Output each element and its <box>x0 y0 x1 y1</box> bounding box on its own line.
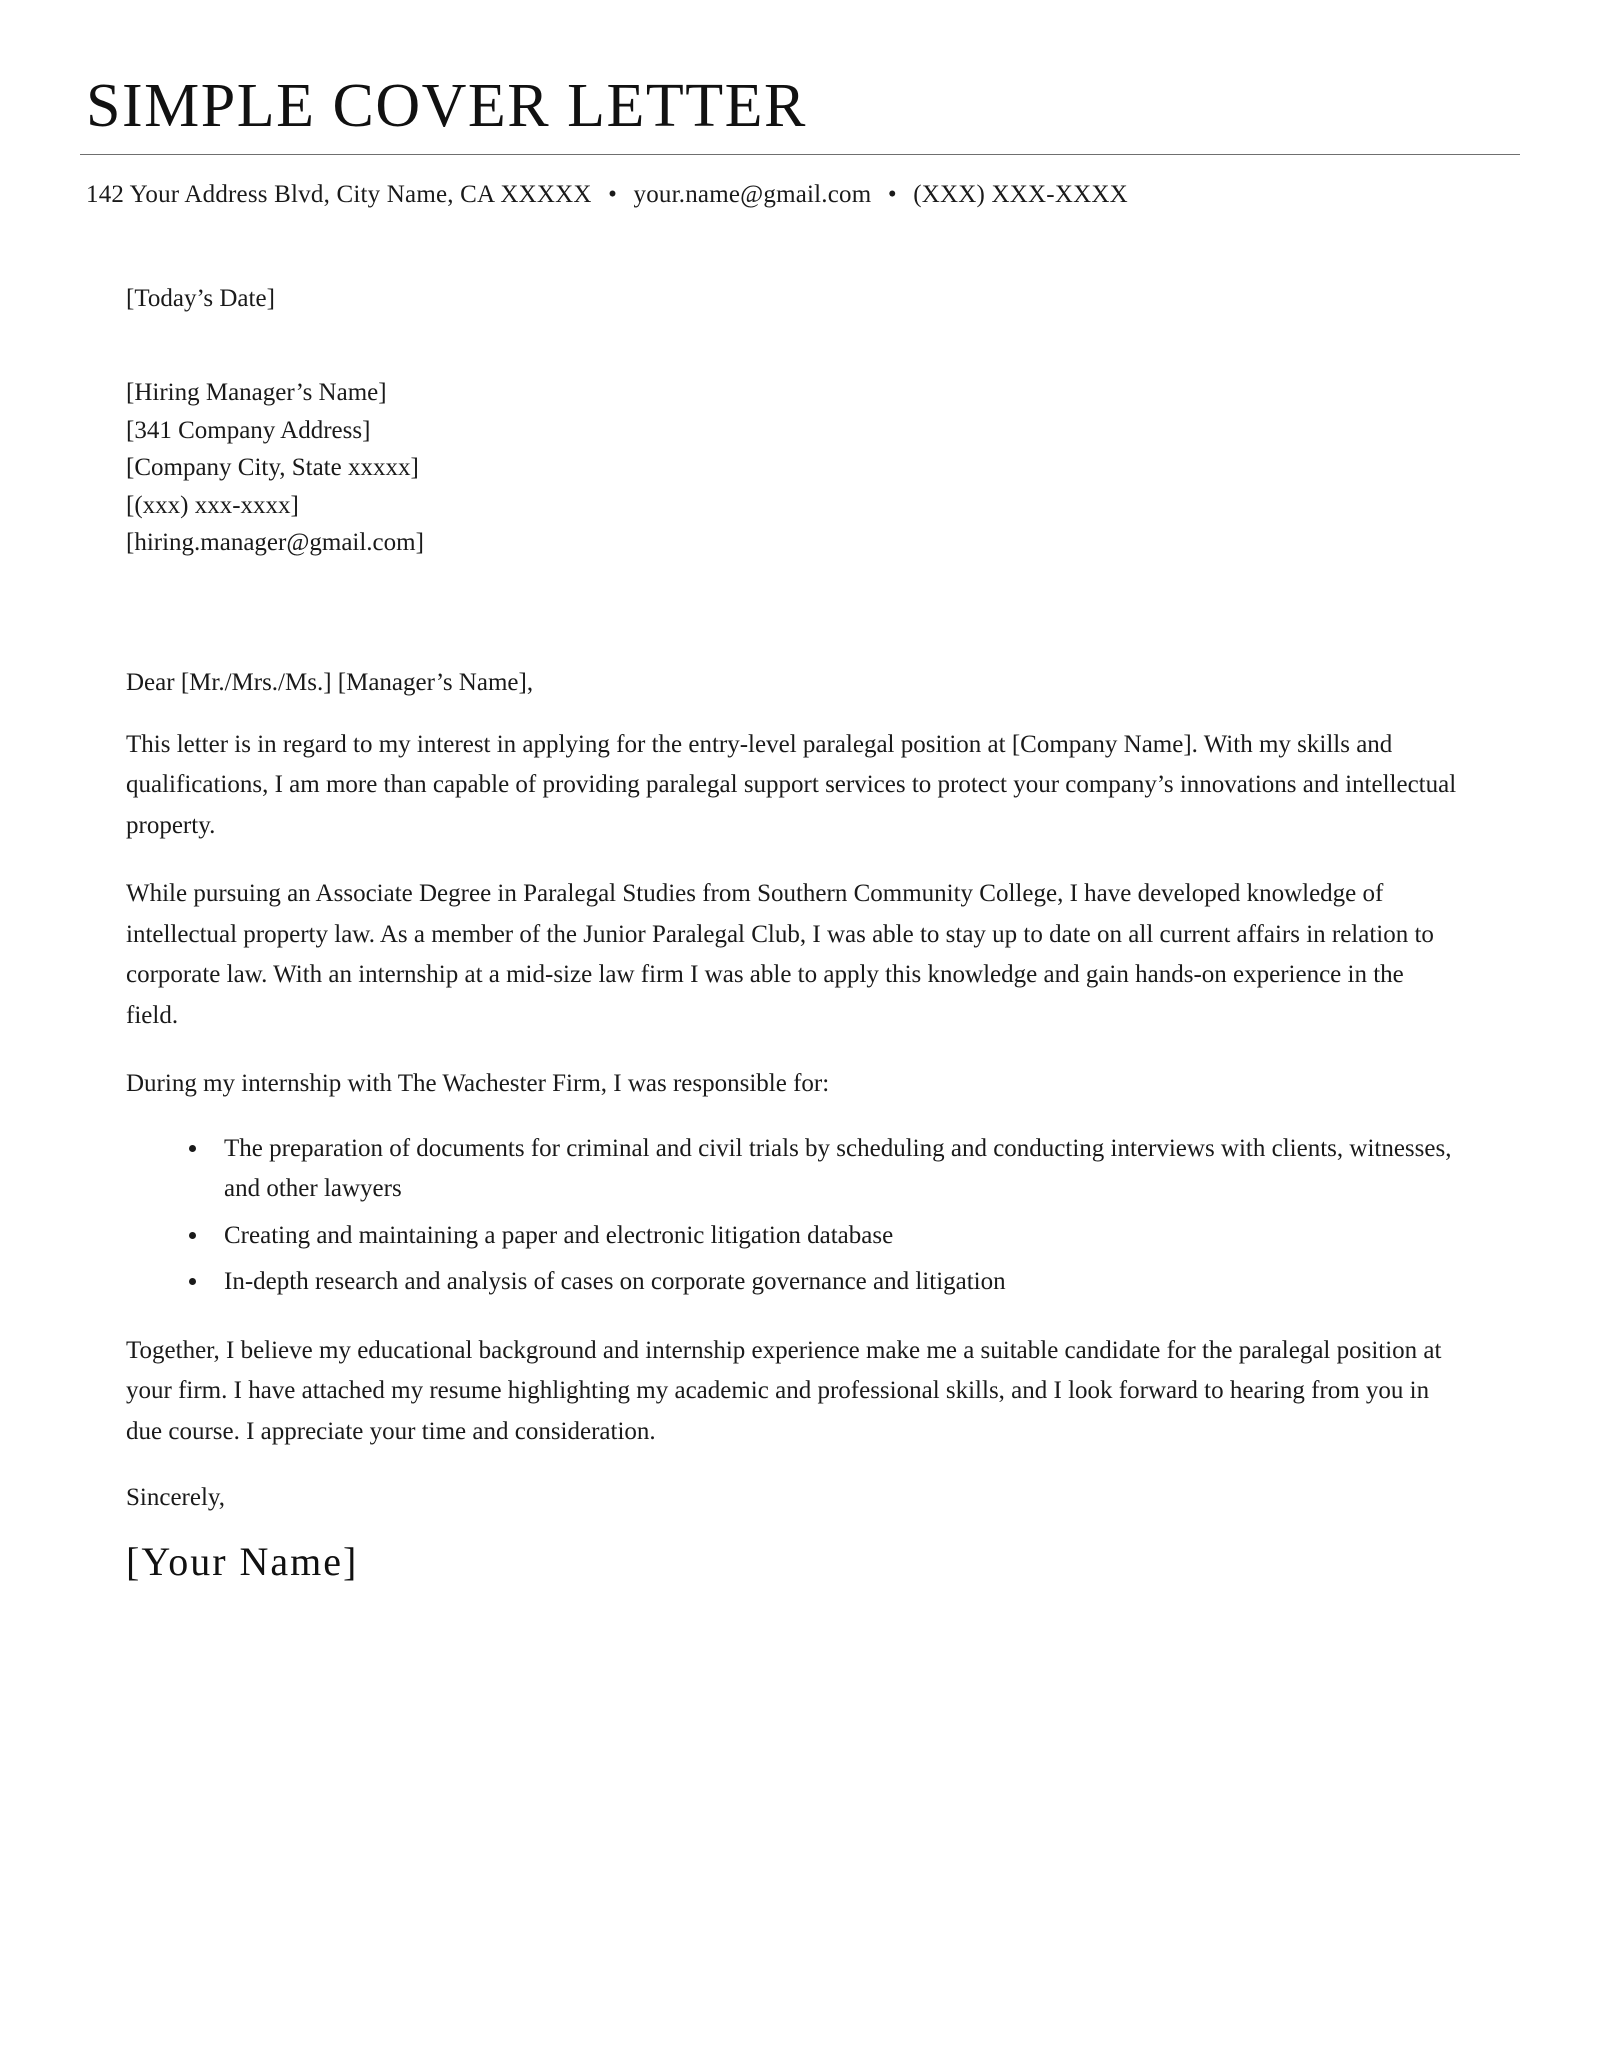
recipient-line: [(xxx) xxx-xxxx] <box>126 491 299 519</box>
responsibilities-list <box>126 1129 1460 1303</box>
recipient-block <box>126 375 1460 561</box>
closing-paragraph: Together, I believe my educational background and internship experience make me a suitable candidate for the paralegal position at your firm. I have attached my resume highlighting my academic and professional skills, and I look forward to hearing from you in due course. I appreciate your time and consideration. <box>126 1336 1442 1445</box>
contact-phone: (XXX) XXX-XXXX <box>913 181 1128 209</box>
contact-line <box>86 181 1520 209</box>
body-paragraph-2: While pursuing an Associate Degree in Paralegal Studies from Southern Community College, I have developed knowledge of intellectual property law. As a member of the Junior Paralegal Club, I was able to stay up to date on all current affairs in relation to corporate law. With an internship at a mid-size law firm I was able to apply this knowledge and gain hands-on experience in the field. <box>126 880 1434 1029</box>
title-divider <box>80 154 1520 155</box>
contact-separator-2: • <box>887 181 897 209</box>
body-paragraph-1: This letter is in regard to my interest in applying for the entry-level paralegal position at [Company Name]. With my skills and qualifications, I am more than capable of providing paralegal support services to protect your company’s innovations and intellectual property. <box>126 730 1457 839</box>
sign-off: Sincerely, <box>126 1484 226 1512</box>
list-item: • The preparation of documents for criminal and civil trials by scheduling and conducting interviews with clients, witnesses, and other lawyers <box>210 1129 1460 1210</box>
contact-separator-1: • <box>608 181 618 209</box>
list-item: • Creating and maintaining a paper and electronic litigation database <box>210 1216 1460 1257</box>
contact-address: 142 Your Address Blvd, City Name, CA XXXXX <box>86 181 592 209</box>
recipient-line: [Company City, State xxxxx] <box>126 454 419 482</box>
letter-body <box>126 285 1520 1585</box>
page-title: SIMPLE COVER LETTER <box>86 72 807 140</box>
recipient-line: [Hiring Manager’s Name] <box>126 379 387 407</box>
body-paragraph-3: During my internship with The Wachester Firm, I was responsible for: <box>126 1070 830 1098</box>
date-line: [Today’s Date] <box>126 285 275 313</box>
salutation: Dear [Mr./Mrs./Ms.] [Manager’s Name], <box>126 668 534 696</box>
signature-name: [Your Name] <box>126 1539 359 1585</box>
recipient-line: [341 Company Address] <box>126 416 371 444</box>
list-item: • In-depth research and analysis of cases on corporate governance and litigation <box>210 1262 1460 1303</box>
contact-email: your.name@gmail.com <box>633 181 872 209</box>
recipient-line: [hiring.manager@gmail.com] <box>126 529 424 557</box>
